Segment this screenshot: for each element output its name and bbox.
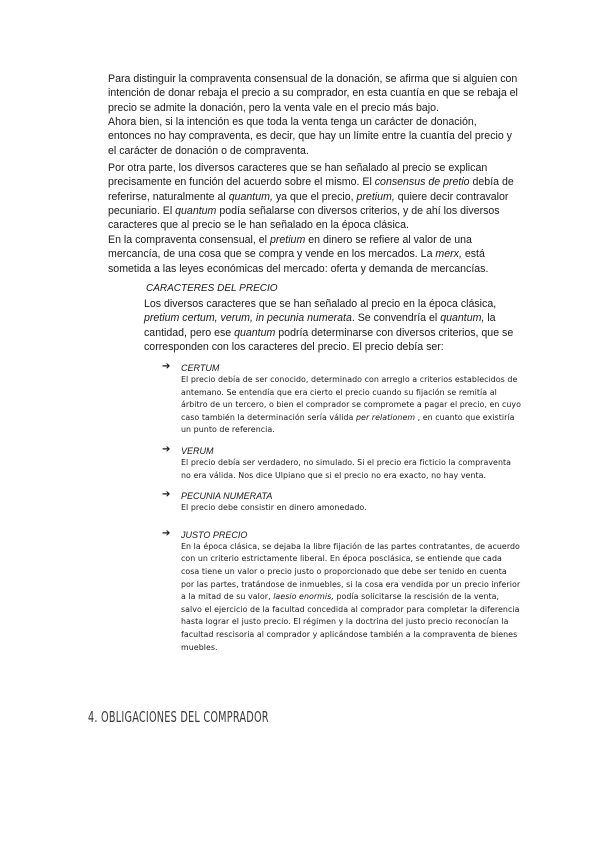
item-body xyxy=(181,541,522,654)
text-run: quiere decir contravalor pecuniario. El xyxy=(108,190,509,217)
item-body: El precio debía ser verdadero, no simulado. Si el precio era ficticio la compraventa no era válida. Nos dice Ulpiano que si el precio no era exacto, no hay venta. xyxy=(181,457,512,480)
section-body xyxy=(144,297,519,354)
text-run: En la época clásica, se dejaba la libre fijación de las partes contratantes, de acuerdo con un criterio estrictamente liberal. En época posclásica, se entiende que cada cosa tiene un valor o precio justo o proporcionado que debe ser tenido en cuenta por las partes, tratándose de inmuebles, si la cosa era vendida por un precio inferior a la mitad de su valor, xyxy=(181,541,521,602)
item-title: JUSTO PRECIO xyxy=(181,529,248,540)
text-run: la cantidad, pero ese xyxy=(144,312,496,339)
item-title: CERTUM xyxy=(181,363,220,373)
list-item-certum xyxy=(162,362,522,437)
arrow-bullet-icon: ➔ xyxy=(162,527,171,539)
paragraph-characters xyxy=(108,161,518,232)
list-item-justo-precio xyxy=(162,529,522,654)
item-body: El precio debe consistir en dinero amonedado. xyxy=(181,503,367,513)
latin-term: merx, xyxy=(435,248,462,261)
paragraph-text: Ahora bien, si la intención es que toda la venta tenga un carácter de donación, entonces no hay compraventa, es decir, que hay un límite entre la cuantía del precio y el carácter de donación o de compraventa. xyxy=(108,116,512,157)
latin-term: quantum xyxy=(175,204,217,217)
text-run: en dinero se refiere al valor de una mercancía, de una cosa que se compra y vende en los mercados. La xyxy=(108,234,472,261)
text-run: Por otra parte, los diversos caracteres que se han señalado al precio se explican precisamente en función del acuerdo sobre el mismo. El xyxy=(108,162,488,189)
item-title: PECUNIA NUMERATA xyxy=(181,491,273,502)
latin-term: consensus de pretio xyxy=(374,176,470,189)
item-body xyxy=(181,374,522,437)
list-item-pecunia-numerata xyxy=(162,490,522,515)
text-run: . Se convendría el xyxy=(351,312,441,325)
section-heading-obligaciones: 4. OBLIGACIONES DEL COMPRADOR xyxy=(88,708,269,726)
text-run: está sometida a las leyes económicas del mercado: oferta y demanda de mercancías. xyxy=(108,248,489,275)
text-run: debía de referirse, naturalmente al xyxy=(108,176,514,203)
latin-term: pretium certum, verum, in pecunia numerata xyxy=(144,312,352,325)
paragraph-donation xyxy=(108,72,518,115)
text-run: ya que el precio, xyxy=(272,190,357,203)
latin-term: pretium xyxy=(269,234,306,246)
text-run: Los diversos caracteres que se han señalado al precio en la época clásica, xyxy=(144,298,497,310)
arrow-bullet-icon: ➔ xyxy=(162,361,171,372)
arrow-bullet-icon: ➔ xyxy=(162,489,171,501)
latin-term: quantum, xyxy=(228,190,273,203)
text-run: , en cuanto que existiría un punto de referencia. xyxy=(181,412,515,435)
text-run: podía señalarse con diversos criterios, y de ahí los diversos caracteres que al precio se le han señalado en la época clásica. xyxy=(108,204,500,232)
paragraph-text: Para distinguir la compraventa consensual de la donación, se afirma que si alguien con intención de donar rebaja el precio a su comprador, en esta cuantía en que se rebaja el precio se admite la donación, pero la venta vale en el precio más bajo. xyxy=(108,73,518,114)
text-run: podría determinarse con diversos criterios, que se corresponden con los caracteres del precio. El precio debía ser: xyxy=(144,326,514,353)
latin-term: pretium, xyxy=(356,190,395,203)
arrow-bullet-icon: ➔ xyxy=(162,443,171,455)
section-caracteres-del-precio xyxy=(144,282,519,354)
text-run: En la compraventa consensual, el xyxy=(108,234,270,246)
latin-term: quantum xyxy=(234,326,276,339)
paragraph-intention xyxy=(108,115,518,158)
latin-term: laesio enormis, xyxy=(273,592,334,602)
text-run: El precio debía de ser conocido, determinado con arreglo a criterios establecidos de antemano. Se entendía que era cierto el precio cuando su fijación se remitía al árbitro de un tercero, o bien el comprador se compromete a pagar el precio, en cuyo caso también la determinación sería válida xyxy=(181,375,522,422)
list-item-verum xyxy=(162,445,522,482)
price-characteristics-list xyxy=(162,362,522,662)
latin-term: per relationem xyxy=(355,412,416,422)
paragraph-pretium xyxy=(108,233,518,276)
latin-term: quantum, xyxy=(440,312,485,325)
item-title: VERUM xyxy=(181,445,214,456)
text-run: podía solicitarse la rescisión de la venta, salvo el ejercicio de la facultad concedida al comprador para completar la diferencia hasta lograr el justo precio. El régimen y la doctrina del justo precio reconocían la facultad rescisoria al comprador y aplicándose también a la compraventa de bienes muebles. xyxy=(181,592,520,652)
section-title: CARACTERES DEL PRECIO xyxy=(146,283,278,294)
